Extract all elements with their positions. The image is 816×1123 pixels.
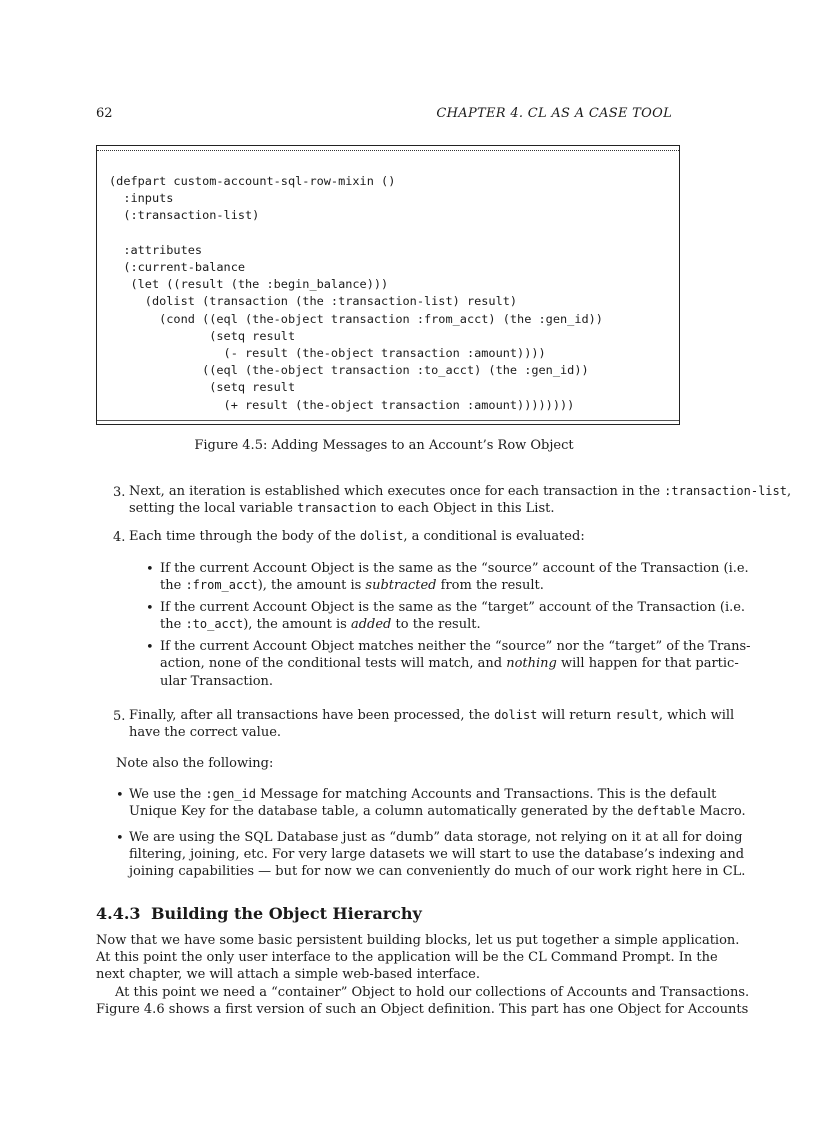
sub-bullet-3-line-2: action, none of the conditional tests will match, and nothing will happen for that partic- bbox=[160, 656, 739, 671]
paragraph-line: Now that we have some basic persistent building blocks, let us put together a simple application. bbox=[96, 933, 740, 948]
paragraph-line: next chapter, we will attach a simple web-based interface. bbox=[96, 967, 480, 982]
list-item-5-line-1: Finally, after all transactions have been processed, the dolist will return result, which will bbox=[129, 708, 735, 723]
page-header bbox=[96, 106, 672, 124]
code-listing: (defpart custom-account-sql-row-mixin () :inputs (:transaction-list) :attributes (:current-balance (let ((result (the :begin_balance))) (dolist (transaction (the :transaction-list) result) (cond ((eql (the-object transaction :from_acct) (the :gen_id)) (setq result (- result (the-object transaction :amount)))) ((eql (the-object transaction :to_acct) (the :gen_id)) (setq result (+ result (the-object transaction :amount)))))))) bbox=[109, 174, 603, 412]
figure-caption: Figure 4.5: Adding Messages to an Account’s Row Object bbox=[194, 438, 574, 453]
section-heading bbox=[96, 904, 422, 923]
section-number: 4.4.3 bbox=[96, 904, 141, 923]
paragraph-line: At this point we need a “container” Object to hold our collections of Accounts and Transactions. bbox=[115, 985, 750, 1000]
section-title: Building the Object Hierarchy bbox=[151, 904, 422, 923]
note-bullet-2-line-2: filtering, joining, etc. For very large datasets we will start to use the database’s indexing and bbox=[129, 847, 745, 862]
list-item-5-line-2: have the correct value. bbox=[129, 725, 282, 740]
note-intro: Note also the following: bbox=[116, 756, 274, 771]
sub-bullet-1-line-2: the :from_acct), the amount is subtracted from the result. bbox=[160, 578, 544, 593]
note-bullet-1-line-2: Unique Key for the database table, a column automatically generated by the deftable Macro. bbox=[129, 804, 746, 819]
paragraph-line: At this point the only user interface to the application will be the CL Command Prompt. In the bbox=[96, 950, 718, 965]
bullet-icon: • bbox=[146, 562, 154, 577]
bullet-icon: • bbox=[116, 788, 124, 803]
paragraph-line: Figure 4.6 shows a first version of such an Object definition. This part has one Object for Accounts bbox=[96, 1002, 749, 1017]
bullet-icon: • bbox=[116, 831, 124, 846]
bullet-icon: • bbox=[146, 640, 154, 655]
note-bullet-2-line-1: We are using the SQL Database just as “dumb” data storage, not relying on it at all for doing bbox=[129, 830, 743, 845]
running-head: CHAPTER 4. CL AS A CASE TOOL bbox=[436, 106, 672, 121]
code-figure-box bbox=[96, 145, 680, 425]
sub-bullet-1-line-1: If the current Account Object is the same as the “source” account of the Transaction (i.e. bbox=[160, 561, 749, 576]
list-item-number: 5. bbox=[113, 709, 126, 724]
list-item-3-line-1: Next, an iteration is established which executes once for each transaction in the :transaction-list, bbox=[129, 484, 792, 499]
list-item-number: 3. bbox=[113, 485, 126, 500]
sub-bullet-2-line-2: the :to_acct), the amount is added to the result. bbox=[160, 617, 481, 632]
note-bullet-1-line-1: We use the :gen_id Message for matching Accounts and Transactions. This is the default bbox=[129, 787, 717, 802]
sub-bullet-3-line-1: If the current Account Object matches neither the “source” nor the “target” of the Trans- bbox=[160, 639, 751, 654]
list-item-number: 4. bbox=[113, 530, 126, 545]
sub-bullet-2-line-1: If the current Account Object is the same as the “target” account of the Transaction (i.e. bbox=[160, 600, 746, 615]
note-bullet-2-line-3: joining capabilities — but for now we can conveniently do much of our work right here in CL. bbox=[129, 864, 746, 879]
list-item-4-line-1: Each time through the body of the dolist, a conditional is evaluated: bbox=[129, 529, 585, 544]
page-number: 62 bbox=[96, 106, 113, 121]
list-item-3-line-2: setting the local variable transaction to each Object in this List. bbox=[129, 501, 555, 516]
sub-bullet-3-line-3: ular Transaction. bbox=[160, 674, 274, 689]
bullet-icon: • bbox=[146, 601, 154, 616]
